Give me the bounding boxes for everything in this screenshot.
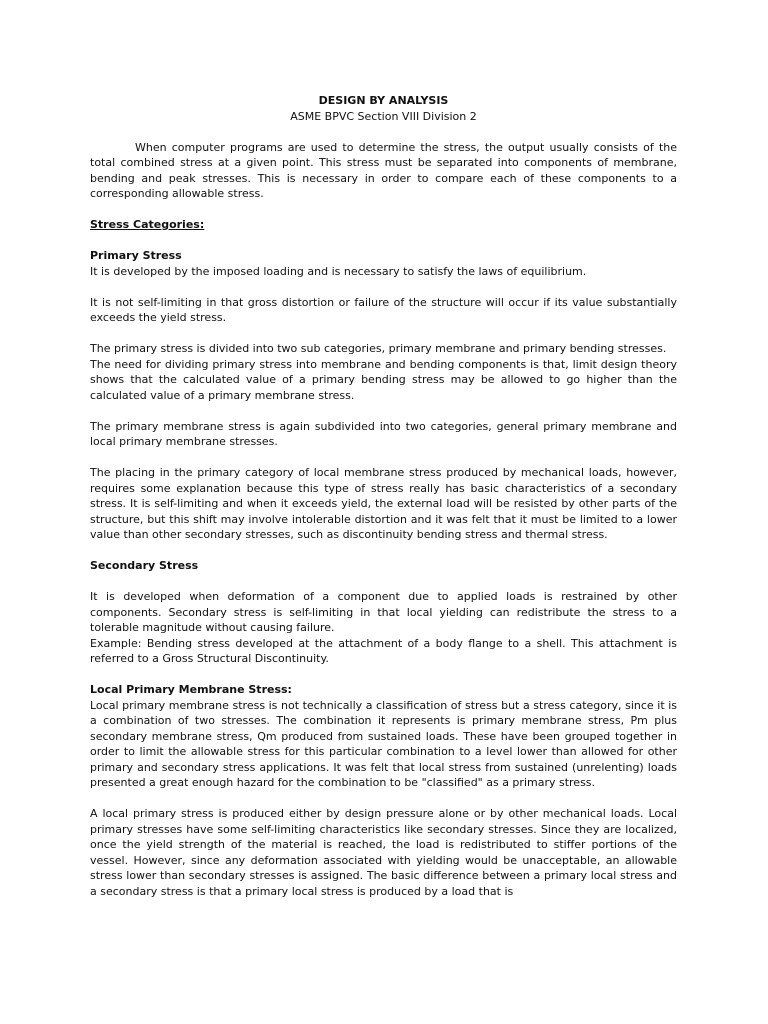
secondary-paragraph-1: It is developed when deformation of a component due to applied loads is restrained by other components. Secondary stress is self-limiting in that local yielding can redistribute the stress to a tolerable magnitude without causing failure. (90, 590, 677, 634)
local-paragraph-1: Local primary membrane stress is not technically a classification of stress but a stress category, since it is a combination of two stresses. The combination it represents is primary membrane stress, Pm plus secondary membrane stress, Qm produced from sustained loads. These have been grouped together in order to limit the allowable stress for this particular combination to a level lower than allowed for other primary and secondary stress applications. It was felt that local stress from sustained (unrelenting) loads presented a great enough hazard for the combination to be "classified" as a primary stress. (90, 698, 677, 789)
primary-paragraph-1: It is developed by the imposed loading and is necessary to satisfy the laws of equilibrium. (90, 264, 587, 278)
secondary-stress-heading: Secondary Stress (90, 559, 199, 572)
text-column (90, 93, 677, 899)
intro-paragraph: When computer programs are used to determine the stress, the output usually consists of the total combined stress at a given point. This stress must be separated into components of membrane, bending and peak stresses. This is necessary in order to compare each of these components to a corresponding allowable stress. (90, 140, 677, 200)
primary-paragraph-5: The primary membrane stress is again subdivided into two categories, general primary membrane and local primary membrane stresses. (90, 419, 677, 448)
primary-paragraph-4: The need for dividing primary stress into membrane and bending components is that, limit design theory shows that the calculated value of a primary bending stress may be allowed to go higher than the calculated value of a primary membrane stress. (90, 357, 677, 402)
primary-paragraph-2: It is not self-limiting in that gross distortion or failure of the structure will occur if its value substantially exceeds the yield stress. (90, 295, 677, 324)
primary-paragraph-6: The placing in the primary category of local membrane stress produced by mechanical loads, however, requires some explanation because this type of stress really has basic characteristics of a secondary stress. It is self-limiting and when it exceeds yield, the external load will be resisted by other parts of the structure, but this shift may involve intolerable distortion and it was felt that it must be limited to a lower value than other secondary stresses, such as discontinuity bending stress and thermal stress. (90, 466, 677, 541)
document-subtitle: ASME BPVC Section VIII Division 2 (290, 109, 477, 123)
stress-categories-heading: Stress Categories: (90, 218, 205, 231)
local-primary-heading: Local Primary Membrane Stress: (90, 683, 292, 696)
local-paragraph-2: A local primary stress is produced either by design pressure alone or by other mechanical loads. Local primary stresses have some self-limiting characteristics like secondary stresses. Since they are localized, once the yield strength of the material is reached, the load is redistributed to stiffer portions of the vessel. However, since any deformation associated with yielding would be unacceptable, an allowable stress lower than secondary stresses is assigned. The basic difference between a primary local stress and a secondary stress is that a primary local stress is produced by a load that is (90, 807, 677, 898)
primary-stress-heading: Primary Stress (90, 249, 182, 262)
document-title: DESIGN BY ANALYSIS (318, 94, 449, 107)
secondary-paragraph-2: Example: Bending stress developed at the attachment of a body flange to a shell. This attachment is referred to a Gross Structural Discontinuity. (90, 636, 677, 665)
primary-paragraph-3: The primary stress is divided into two sub categories, primary membrane and primary bending stresses. (90, 342, 667, 355)
